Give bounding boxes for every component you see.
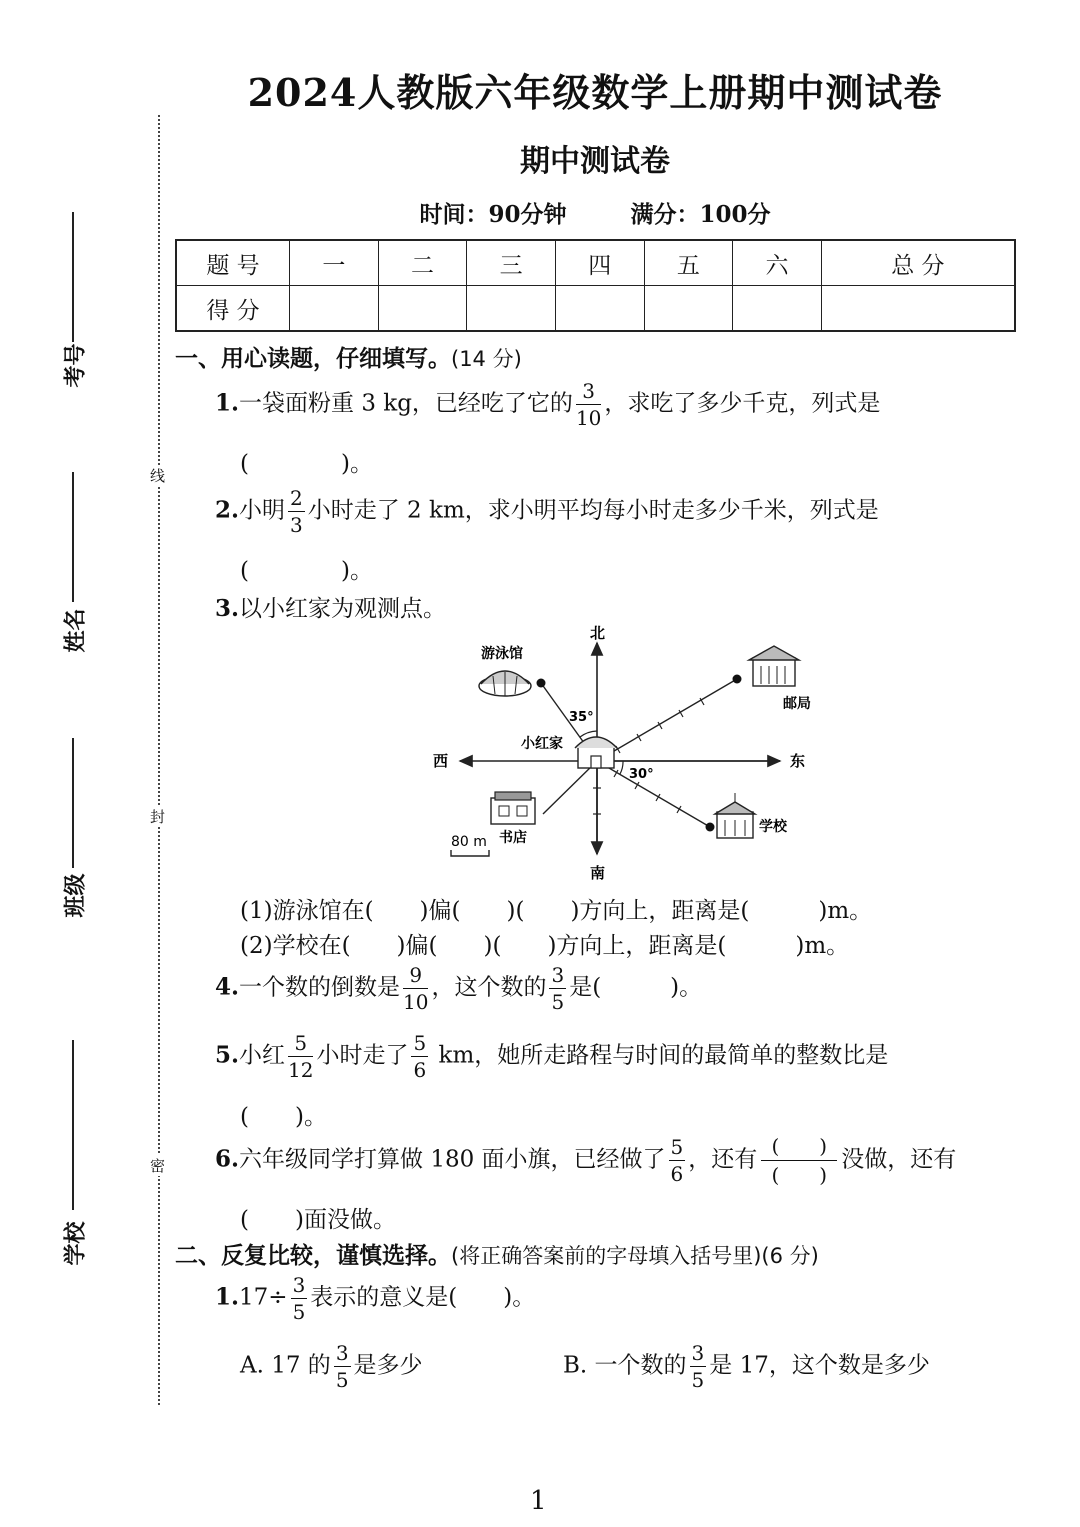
q1-4-text-a: 一个数的倒数是 (239, 974, 401, 1001)
q1-1-fraction (576, 381, 601, 428)
fraction-numerator: 5 (413, 1031, 427, 1055)
q2-1-fraction (291, 1275, 308, 1322)
section2-title: 二、反复比较，谨慎选择。 (175, 1243, 451, 1269)
q1-5-answer[interactable]: ( )。 (240, 1104, 327, 1130)
score-cell[interactable] (555, 286, 644, 332)
score-header-cell: 题 号 (176, 240, 290, 286)
q1-5-text-b: 小时走了 (316, 1042, 409, 1069)
score-header-cell: 二 (378, 240, 467, 286)
fraction-numerator: 2 (290, 486, 303, 510)
fraction-denominator: 6 (413, 1058, 427, 1082)
school-label: 学校 (63, 1221, 89, 1266)
cut-mark-secret: 密 (150, 1157, 166, 1175)
fraction-denominator: 5 (292, 1300, 306, 1324)
score-header-cell: 三 (467, 240, 556, 286)
section1-heading (175, 340, 522, 373)
name-label: 姓名 (63, 608, 89, 653)
score-cell[interactable] (467, 286, 556, 332)
q1-5-text-c: km，她所走路程与时间的最简单的整数比是 (431, 1042, 889, 1069)
q1-2-text-a: 小明 (239, 497, 286, 524)
section2-note: (将正确答案前的字母填入括号里)(6 分) (451, 1244, 819, 1268)
post-point (733, 675, 742, 684)
blank-denominator[interactable]: ( ) (771, 1163, 828, 1187)
q1-1-number: 1. (215, 389, 240, 417)
score-header-cell: 五 (644, 240, 733, 286)
west-label: 西 (433, 752, 449, 770)
fraction-denominator: 5 (691, 1368, 705, 1392)
section1-points: (14 分) (451, 347, 522, 371)
score-header-cell: 六 (733, 240, 822, 286)
exam-time: 时间：90分钟 (419, 201, 567, 228)
q2-1-option-a[interactable] (240, 1343, 423, 1390)
east-label: 东 (790, 752, 806, 770)
angle-arc-30 (620, 761, 623, 774)
fraction-numerator: 3 (551, 963, 565, 987)
page-subtitle: 期中测试卷 (520, 144, 670, 179)
q1-2-number: 2. (215, 496, 240, 524)
school-point (706, 823, 715, 832)
q1-4-number: 4. (215, 973, 240, 1001)
score-header-cell: 四 (555, 240, 644, 286)
pool-label: 游泳馆 (481, 646, 523, 662)
angle-30-label: 30° (629, 767, 654, 782)
q1-5-fraction2 (411, 1033, 428, 1080)
exam-meta (175, 196, 1015, 229)
page-number: 1 (530, 1486, 547, 1516)
score-cell[interactable] (644, 286, 733, 332)
angle-arc-35 (580, 731, 597, 737)
exam-full-score: 满分：100分 (630, 201, 771, 228)
score-header-cell: 总 分 (821, 240, 1015, 286)
option-a-fraction (334, 1343, 351, 1390)
bookstore-label: 书店 (499, 830, 527, 846)
q1-2-answer[interactable]: ( )。 (240, 558, 373, 584)
fraction-denominator: 6 (670, 1162, 684, 1186)
ray-bookstore (543, 761, 597, 814)
q1-3-number: 3. (215, 595, 240, 622)
q1-5-text-a: 小红 (239, 1042, 286, 1069)
q1-3-sub2[interactable]: (2)学校在( )偏( )( )方向上，距离是( )m。 (240, 933, 850, 959)
q1-5-number: 5. (215, 1041, 240, 1069)
q2-1-text-b[interactable]: 表示的意义是( )。 (310, 1284, 536, 1311)
q1-6-number: 6. (215, 1145, 240, 1173)
pool-icon (479, 671, 531, 696)
cut-mark-seal: 封 (150, 808, 166, 826)
option-b-fraction (690, 1343, 707, 1390)
fraction-denominator: 5 (551, 990, 565, 1014)
q2-1-option-b[interactable] (563, 1343, 930, 1390)
fraction-numerator: 5 (288, 1033, 313, 1057)
fraction-numerator: 3 (576, 381, 601, 405)
fraction-denominator: 10 (575, 406, 602, 430)
q1-3 (215, 590, 446, 623)
class-line[interactable] (72, 738, 74, 868)
school-line[interactable] (72, 1040, 74, 1210)
q1-4-text-b: ，这个数的 (431, 974, 547, 1001)
fraction-numerator: 3 (691, 1341, 705, 1365)
option-a-text-b: 是多少 (353, 1352, 423, 1379)
fraction-numerator: 5 (670, 1135, 684, 1159)
score-header-cell: 一 (290, 240, 379, 286)
q1-5 (215, 1033, 888, 1080)
q1-4 (215, 965, 702, 1012)
score-row-label: 得 分 (176, 286, 290, 332)
q2-1-text-a: 17÷ (239, 1284, 288, 1311)
school-icon (715, 793, 755, 838)
section1-title: 一、用心读题，仔细填写。 (175, 346, 451, 372)
q1-4-fraction2 (549, 965, 566, 1012)
bookstore-icon (491, 792, 535, 824)
north-label: 北 (590, 624, 606, 642)
q1-3-sub1[interactable]: (1)游泳馆在( )偏( )( )方向上，距离是( )m。 (240, 898, 873, 924)
exam-no-line[interactable] (72, 212, 74, 342)
option-b-text-b: 是 17，这个数是多少 (709, 1352, 930, 1379)
fraction-numerator: 9 (403, 965, 428, 989)
q1-6-text-b: ，还有 (688, 1146, 758, 1173)
fraction-denominator: 12 (288, 1058, 314, 1082)
fraction-numerator: 3 (292, 1273, 306, 1297)
fraction-denominator: 10 (403, 990, 429, 1014)
blank-numerator[interactable]: ( ) (761, 1136, 837, 1161)
score-cell[interactable] (378, 286, 467, 332)
q1-4-fraction1 (403, 965, 428, 1012)
q1-2 (215, 488, 879, 535)
q1-4-text-c[interactable]: 是( )。 (569, 974, 703, 1001)
q1-6-text-a: 六年级同学打算做 180 面小旗，已经做了 (239, 1146, 666, 1173)
score-cell[interactable] (290, 286, 379, 332)
q1-6-fraction (669, 1137, 686, 1184)
fraction-numerator: 3 (335, 1341, 349, 1365)
q2-1-number: 1. (215, 1283, 240, 1311)
score-cell[interactable] (733, 286, 822, 332)
fraction-denominator: 5 (335, 1368, 349, 1392)
scale-label: 80 m (451, 834, 487, 850)
q1-1-text-b: ，求吃了多少千克，列式是 (604, 390, 881, 417)
home-icon (575, 737, 617, 768)
page-title: 2024人教版六年级数学上册期中测试卷 (247, 70, 943, 115)
q1-2-fraction (288, 488, 305, 535)
school-label: 学校 (759, 819, 787, 835)
q1-6-blank-fraction[interactable] (761, 1136, 837, 1185)
score-table (175, 239, 1016, 332)
class-label: 班级 (63, 873, 89, 918)
section2-heading (175, 1237, 819, 1270)
q1-3-text: 以小红家为观测点。 (239, 596, 447, 622)
post-label: 邮局 (783, 696, 811, 712)
scale-bar (451, 850, 489, 856)
fraction-denominator: 3 (290, 513, 303, 537)
q1-6 (215, 1136, 956, 1185)
pool-point (537, 679, 546, 688)
center-label: 小红家 (521, 736, 563, 752)
option-b-text-a: B. 一个数的 (563, 1352, 687, 1379)
exam-no-label: 考号 (63, 343, 89, 388)
q1-5-fraction1 (288, 1033, 313, 1080)
name-line[interactable] (72, 472, 74, 602)
south-label: 南 (590, 864, 606, 882)
q2-1 (215, 1275, 535, 1322)
option-a-text-a: A. 17 的 (240, 1352, 331, 1379)
q1-1-text-a: 一袋面粉重 3 kg，已经吃了它的 (239, 390, 573, 417)
direction-diagram (425, 618, 820, 886)
q1-1 (215, 381, 880, 428)
q1-1-answer[interactable]: ( )。 (240, 451, 373, 477)
score-cell[interactable] (821, 286, 1015, 332)
score-table-score-row (176, 286, 1015, 332)
q1-6-answer[interactable]: ( )面没做。 (240, 1207, 396, 1233)
binding-dotted-line (158, 115, 160, 1405)
q1-6-text-c: 没做，还有 (841, 1146, 957, 1173)
q1-2-text-b: 小时走了 2 km，求小明平均每小时走多少千米，列式是 (307, 497, 879, 524)
post-office-icon (749, 646, 799, 686)
score-table-header-row (176, 240, 1015, 286)
angle-35-label: 35° (569, 710, 594, 725)
cut-mark-line: 线 (150, 467, 166, 485)
